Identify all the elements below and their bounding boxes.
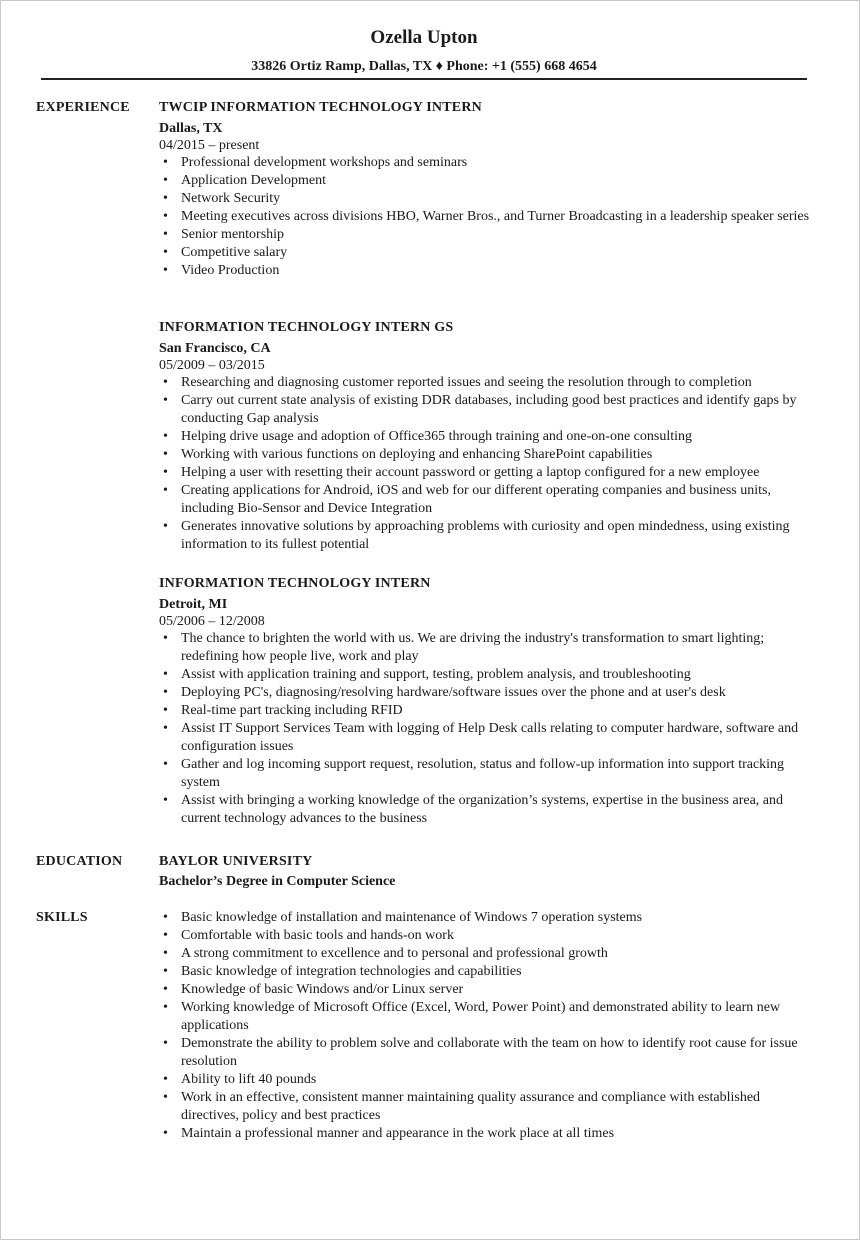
list-item: • Professional development workshops and seminars bbox=[159, 154, 819, 172]
list-item: • Helping a user with resetting their account password or getting a laptop configured for a new employee bbox=[159, 464, 819, 482]
list-item: • The chance to brighten the world with us. We are driving the industry's transformation to smart lighting; redefining how people live, work and play bbox=[159, 630, 819, 666]
experience-label: EXPERIENCE bbox=[36, 100, 130, 115]
list-item: • Assist IT Support Services Team with logging of Help Desk calls relating to computer hardware, software and configuration issues bbox=[159, 720, 819, 756]
list-item: • Assist with bringing a working knowledge of the organization’s systems, expertise in the business area, and current technology advances to the business bbox=[159, 792, 819, 828]
list-item: • Video Production bbox=[159, 262, 819, 280]
job-location: Dallas, TX bbox=[159, 121, 223, 136]
list-item: • Real-time part tracking including RFID bbox=[159, 702, 819, 720]
list-item: • Deploying PC's, diagnosing/resolving hardware/software issues over the phone and at user's desk bbox=[159, 684, 819, 702]
skills-body bbox=[159, 909, 819, 1143]
job-dates: 05/2009 – 03/2015 bbox=[159, 358, 265, 373]
list-item: • Meeting executives across divisions HBO, Warner Bros., and Turner Broadcasting in a leadership speaker series bbox=[159, 208, 819, 226]
header-divider bbox=[41, 78, 807, 80]
skills-list bbox=[159, 909, 819, 1143]
job-title: INFORMATION TECHNOLOGY INTERN bbox=[159, 576, 431, 591]
school-name: BAYLOR UNIVERSITY bbox=[159, 854, 313, 869]
candidate-name: Ozella Upton bbox=[370, 27, 478, 48]
list-item: • Researching and diagnosing customer reported issues and seeing the resolution through to completion bbox=[159, 374, 819, 392]
job-dates: 05/2006 – 12/2008 bbox=[159, 614, 265, 629]
list-item: • Application Development bbox=[159, 172, 819, 190]
resume-header bbox=[41, 27, 807, 76]
list-item: • Maintain a professional manner and appearance in the work place at all times bbox=[159, 1125, 819, 1143]
job-title: TWCIP INFORMATION TECHNOLOGY INTERN bbox=[159, 100, 482, 115]
list-item: • Network Security bbox=[159, 190, 819, 208]
degree: Bachelor’s Degree in Computer Science bbox=[159, 874, 396, 889]
list-item: • Competitive salary bbox=[159, 244, 819, 262]
list-item: • Gather and log incoming support request, resolution, status and follow-up information into support tracking system bbox=[159, 756, 819, 792]
list-item: • Ability to lift 40 pounds bbox=[159, 1071, 819, 1089]
list-item: • A strong commitment to excellence and to personal and professional growth bbox=[159, 945, 819, 963]
job-bullets bbox=[159, 374, 819, 554]
list-item: • Helping drive usage and adoption of Office365 through training and one-on-one consulting bbox=[159, 428, 819, 446]
education-label: EDUCATION bbox=[36, 854, 123, 869]
job-location: San Francisco, CA bbox=[159, 341, 271, 356]
job-bullets bbox=[159, 630, 819, 828]
skills-label: SKILLS bbox=[36, 910, 88, 925]
job-entry bbox=[159, 99, 819, 280]
job-entry bbox=[159, 319, 819, 554]
list-item: • Working knowledge of Microsoft Office (Excel, Word, Power Point) and demonstrated ability to learn new applications bbox=[159, 999, 819, 1035]
list-item: • Generates innovative solutions by approaching problems with curiosity and open mindedness, using existing information to its fullest potential bbox=[159, 518, 819, 554]
job-location: Detroit, MI bbox=[159, 597, 228, 612]
list-item: • Work in an effective, consistent manner maintaining quality assurance and compliance with established directives, policy and best practices bbox=[159, 1089, 819, 1125]
education-body bbox=[159, 853, 819, 891]
job-dates: 04/2015 – present bbox=[159, 138, 260, 153]
list-item: • Carry out current state analysis of existing DDR databases, including good best practices and identify gaps by conducting Gap analysis bbox=[159, 392, 819, 428]
list-item: • Senior mentorship bbox=[159, 226, 819, 244]
list-item: • Knowledge of basic Windows and/or Linux server bbox=[159, 981, 819, 999]
job-bullets bbox=[159, 154, 819, 280]
job-entry bbox=[159, 575, 819, 828]
list-item: • Working with various functions on deploying and enhancing SharePoint capabilities bbox=[159, 446, 819, 464]
list-item: • Creating applications for Android, iOS and web for our different operating companies and business units, including Bio-Sensor and Device Integration bbox=[159, 482, 819, 518]
job-title: INFORMATION TECHNOLOGY INTERN GS bbox=[159, 320, 454, 335]
list-item: • Basic knowledge of installation and maintenance of Windows 7 operation systems bbox=[159, 909, 819, 927]
list-item: • Basic knowledge of integration technologies and capabilities bbox=[159, 963, 819, 981]
list-item: • Comfortable with basic tools and hands-on work bbox=[159, 927, 819, 945]
list-item: • Assist with application training and support, testing, problem analysis, and troubleshooting bbox=[159, 666, 819, 684]
list-item: • Demonstrate the ability to problem solve and collaborate with the team on how to identify root cause for issue resolution bbox=[159, 1035, 819, 1071]
contact-line: 33826 Ortiz Ramp, Dallas, TX ♦ Phone: +1 (555) 668 4654 bbox=[251, 59, 597, 74]
